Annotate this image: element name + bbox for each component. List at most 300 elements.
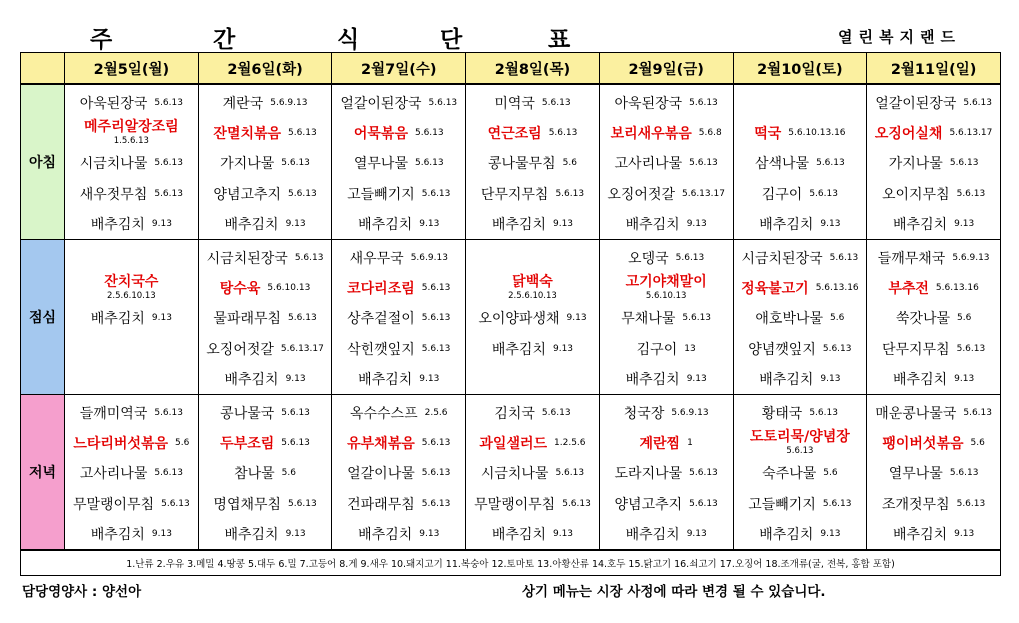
dish-name: 코다리조림 [347, 281, 415, 298]
dish-name: 열무나물 [353, 156, 408, 173]
main-dish [466, 118, 599, 148]
dish-name: 콩나물국 [220, 405, 275, 422]
allergen-codes: 9.13 [419, 218, 440, 229]
allergen-codes: 5.6.13 [154, 188, 183, 199]
dish-item [332, 303, 465, 333]
menu-cell [733, 84, 867, 239]
dish-item [65, 519, 198, 549]
dish-item [600, 488, 733, 518]
dish-name: 새우젓무침 [79, 186, 148, 203]
dish-name: 고기야채말이 [625, 274, 707, 291]
title-char: 표 [548, 27, 571, 53]
main-dish [867, 118, 1000, 148]
dish-item [199, 88, 332, 118]
allergen-codes: 5.6.13 [689, 158, 718, 169]
dish-name: 김치국 [494, 405, 535, 422]
allergen-codes: 5.6.10.13 [645, 291, 687, 302]
dish-name: 배추김치 [491, 526, 546, 543]
dish-name: 양념고추지 [614, 496, 683, 513]
allergen-codes: 5.6.13 [816, 158, 845, 169]
allergen-codes: 5.6.9.13 [410, 253, 448, 264]
day-header: 2월9일(금) [599, 53, 733, 85]
dish-name: 배추김치 [759, 371, 814, 388]
dish-item [466, 303, 599, 333]
dish-item [600, 334, 733, 364]
dish-item [734, 88, 867, 118]
dish-item [600, 88, 733, 118]
allergen-codes: 9.13 [285, 373, 306, 384]
dish-item [867, 488, 1000, 518]
allergen-codes: 9.13 [151, 528, 172, 539]
main-dish [734, 118, 867, 148]
main-dish [199, 118, 332, 148]
allergen-codes: 9.13 [419, 373, 440, 384]
dish-item [466, 88, 599, 118]
allergen-codes: 5.6.13 [809, 407, 838, 418]
allergen-codes: 5.6.9.13 [952, 253, 990, 264]
allergen-codes: 5.6.13 [562, 498, 591, 509]
dish-name: 부추전 [888, 281, 929, 298]
dish-item [332, 398, 465, 428]
dish-item [466, 458, 599, 488]
dish-name: 아욱된장국 [79, 96, 148, 113]
dish-item [734, 148, 867, 178]
menu-cell [198, 84, 332, 239]
dish-item [332, 209, 465, 239]
weekly-menu-table [20, 52, 1001, 576]
dish-name: 고사리나물 [79, 466, 148, 483]
dish-item [199, 398, 332, 428]
allergen-codes: 5.6.13 [949, 468, 979, 479]
dish-item [65, 209, 198, 239]
main-dish [332, 118, 465, 148]
allergen-codes: 5.6.13 [414, 128, 444, 139]
dish-name: 오징어실채 [874, 126, 943, 143]
dish-name: 정육불고기 [741, 281, 809, 298]
dish-name: 배추김치 [90, 311, 145, 328]
dish-item [65, 243, 198, 273]
meal-row-dinner [21, 394, 1001, 549]
dish-name: 황태국 [761, 405, 803, 422]
dish-name: 시금치된장국 [206, 251, 288, 268]
menu-cell [198, 394, 332, 549]
allergen-codes: 5.6.13 [288, 313, 317, 324]
day-header: 2월7일(수) [332, 53, 466, 85]
dish-name: 두부조림 [220, 436, 275, 453]
dish-item [466, 364, 599, 394]
dish-name: 도라지나물 [614, 466, 683, 483]
allergen-codes: 5.6.13 [786, 446, 814, 457]
dish-name: 김구이 [636, 341, 678, 358]
dish-name: 물파래무침 [213, 311, 282, 328]
dish-name: 양념고추지 [213, 186, 282, 203]
main-dish [466, 273, 599, 303]
dish-name: 새우무국 [349, 251, 404, 268]
main-dish [65, 118, 198, 148]
dish-item [199, 334, 332, 364]
dish-item [65, 303, 198, 333]
allergen-codes: 5.6.13 [682, 313, 712, 324]
allergen-codes: 9.13 [419, 528, 440, 539]
dish-name: 김구이 [761, 186, 803, 203]
main-dish [65, 273, 198, 303]
allergen-codes: 5.6.13 [809, 188, 838, 199]
allergen-codes: 9.13 [285, 528, 306, 539]
dish-item [734, 243, 867, 273]
allergen-codes: 5.6.13 [689, 98, 718, 109]
main-dish [600, 428, 733, 458]
dish-item [867, 303, 1000, 333]
menu-cell [733, 239, 867, 394]
dish-name: 배추김치 [893, 216, 948, 233]
day-header: 2월11일(일) [867, 53, 1001, 85]
meal-row-lunch [21, 239, 1001, 394]
dish-item [734, 303, 867, 333]
allergen-codes: 5.6.13 [154, 407, 183, 418]
dish-item [466, 334, 599, 364]
allergen-codes: 5.6.8 [698, 128, 722, 139]
dish-name: 조개젓무침 [881, 496, 950, 513]
dish-item [734, 364, 867, 394]
dish-name: 도토리묵/양념장 [749, 429, 850, 446]
menu-cell [867, 394, 1001, 549]
dish-item [199, 303, 332, 333]
dish-item [600, 209, 733, 239]
dish-name: 들깨무채국 [877, 251, 946, 268]
dish-name: 콩나물무침 [487, 156, 556, 173]
allergen-codes: 9.13 [686, 218, 707, 229]
dish-item [867, 243, 1000, 273]
allergen-codes: 5.6.13 [822, 498, 852, 509]
dish-name: 고들빼기지 [748, 496, 816, 513]
main-dish [332, 273, 465, 303]
allergen-codes: 1 [687, 438, 693, 449]
dish-item [867, 519, 1000, 549]
dish-item [199, 179, 332, 209]
dish-item [600, 179, 733, 209]
allergen-codes: 9.13 [954, 528, 975, 539]
allergen-codes: 9.13 [285, 218, 306, 229]
dish-name: 보리새우볶음 [610, 126, 692, 143]
dish-name: 고들빼기지 [347, 186, 415, 203]
dish-item [734, 179, 867, 209]
dish-item [199, 519, 332, 549]
dish-name: 오징어젓갈 [607, 186, 675, 203]
allergen-codes: 5.6.9.13 [671, 407, 709, 418]
main-dish [199, 273, 332, 303]
allergen-codes: 5.6 [957, 313, 972, 324]
dish-item [600, 243, 733, 273]
dish-name: 청국장 [623, 405, 665, 422]
dish-item [867, 398, 1000, 428]
title-char: 식 [337, 27, 360, 53]
allergen-codes: 5.6.13 [288, 498, 317, 509]
allergen-codes: 5.6.13.16 [815, 283, 859, 294]
allergen-codes: 5.6.13 [288, 128, 317, 139]
title-char: 단 [440, 27, 463, 53]
allergen-codes: 2.5.6 [424, 407, 448, 418]
dish-name: 배추김치 [893, 371, 948, 388]
menu-cell [65, 239, 199, 394]
dish-item [466, 519, 599, 549]
dish-name: 배추김치 [625, 526, 680, 543]
dish-item [466, 209, 599, 239]
menu-body [21, 84, 1001, 550]
dish-item [332, 334, 465, 364]
dish-item [600, 458, 733, 488]
menu-cell [867, 84, 1001, 239]
allergen-codes: 5.6.13.16 [935, 283, 979, 294]
allergen-codes: 9.13 [954, 218, 975, 229]
allergen-codes: 5.6.13 [555, 188, 585, 199]
dish-name: 오이지무침 [881, 186, 950, 203]
dish-item [199, 209, 332, 239]
menu-cell [332, 239, 466, 394]
dish-name: 오징어젓갈 [206, 341, 274, 358]
dish-name: 시금치된장국 [741, 251, 823, 268]
allergen-codes: 5.6.13 [956, 498, 986, 509]
allergen-codes: 5.6.13 [675, 253, 705, 264]
main-dish [867, 273, 1000, 303]
dish-item [65, 179, 198, 209]
dish-item [332, 519, 465, 549]
allergen-codes: 2.5.6.10.13 [508, 291, 557, 302]
dish-item [332, 179, 465, 209]
dish-name: 시금치나물 [480, 466, 549, 483]
allergen-codes: 5.6.13 [956, 188, 986, 199]
allergen-codes: 5.6.13 [548, 128, 578, 139]
dish-name: 명엽채무침 [213, 496, 282, 513]
allergen-codes: 9.13 [552, 218, 574, 229]
allergen-codes: 5.6.13 [154, 158, 183, 169]
dish-name: 배추김치 [358, 526, 413, 543]
dish-name: 계란국 [222, 96, 264, 113]
dish-name: 배추김치 [625, 216, 680, 233]
menu-cell [65, 394, 199, 549]
organization-name: 열린복지랜드 [838, 28, 961, 46]
allergen-codes: 5.6.13 [414, 158, 444, 169]
allergen-codes: 9.13 [954, 373, 975, 384]
dish-item [332, 458, 465, 488]
dish-name: 팽이버섯볶음 [882, 436, 964, 453]
dish-name: 들깨미역국 [79, 405, 148, 422]
dish-name: 단무지무침 [881, 341, 950, 358]
day-header: 2월6일(화) [198, 53, 332, 85]
dish-name: 과일샐러드 [479, 436, 548, 453]
allergen-codes: 5.6.13.17 [682, 188, 725, 199]
allergen-codes: 5.6.13 [541, 98, 571, 109]
allergen-codes: 9.13 [552, 343, 574, 354]
dish-name: 무말랭이무침 [72, 496, 155, 513]
menu-cell [466, 84, 600, 239]
dish-name: 메주리알장조림 [84, 119, 179, 136]
main-dish [734, 273, 867, 303]
dish-name: 쑥갓나물 [895, 311, 950, 328]
dish-item [466, 148, 599, 178]
main-dish [466, 428, 599, 458]
dish-item [867, 334, 1000, 364]
allergen-codes: 5.6.13 [421, 343, 451, 354]
dish-item [65, 148, 198, 178]
dish-name: 참나물 [234, 466, 275, 483]
main-dish [332, 428, 465, 458]
meal-label: 점심 [21, 239, 65, 394]
allergen-codes: 5.6.10.13 [267, 283, 311, 294]
dish-item [600, 519, 733, 549]
dish-name: 시금치나물 [79, 156, 148, 173]
title-char: 간 [213, 27, 236, 53]
dish-name: 삼색나물 [754, 156, 810, 173]
dish-item [199, 243, 332, 273]
allergen-codes: 5.6 [281, 468, 296, 479]
main-dish [199, 428, 332, 458]
dish-item [332, 148, 465, 178]
allergen-codes: 5.6.13 [956, 343, 986, 354]
dish-name: 느타리버섯볶음 [73, 436, 169, 453]
allergen-codes: 9.13 [820, 218, 841, 229]
allergen-codes: 5.6.13 [288, 188, 317, 199]
menu-cell [466, 394, 600, 549]
dish-name: 얼갈이나물 [347, 466, 415, 483]
main-dish [65, 428, 198, 458]
dish-item [867, 364, 1000, 394]
dish-name: 잔치국수 [104, 274, 159, 291]
dish-item [734, 209, 867, 239]
dish-item [65, 364, 198, 394]
menu-cell [599, 394, 733, 549]
allergen-codes: 5.6.13 [421, 468, 451, 479]
menu-cell [332, 394, 466, 549]
dish-name: 가지나물 [220, 156, 275, 173]
menu-cell [65, 84, 199, 239]
dish-item [600, 398, 733, 428]
dish-name: 숙주나물 [762, 466, 817, 483]
dish-item [734, 398, 867, 428]
dish-name: 배추김치 [625, 371, 680, 388]
dish-name: 계란찜 [639, 436, 681, 453]
dish-name: 삭힌깻잎지 [347, 341, 415, 358]
allergen-codes: 5.6.13 [281, 438, 310, 449]
dish-name: 열무나물 [888, 466, 943, 483]
dietitian-note: 담당영양사 : 양선아 [22, 584, 142, 600]
menu-cell [466, 239, 600, 394]
page-title [20, 18, 620, 52]
allergen-codes: 9.13 [686, 373, 707, 384]
allergen-legend: 1.난류 2.우유 3.메밀 4.땅콩 5.대두 6.밀 7.고등어 8.게 9.새우 10.돼지고기 11.복숭아 12.토마토 13.아황산류 14.호두 15.닭고기 16.쇠고기 17.오징어 18.조개류(굴, 전복, 홍합 포함) [21, 550, 1001, 576]
allergen-codes: 5.6.13 [421, 283, 451, 294]
change-notice: 상기 메뉴는 시장 사정에 따라 변경 될 수 있습니다. [522, 584, 826, 600]
allergen-codes: 9.13 [151, 218, 172, 229]
allergen-codes: 5.6.13 [294, 253, 324, 264]
allergen-codes: 5.6 [562, 158, 577, 169]
dish-name: 배추김치 [224, 216, 279, 233]
allergen-codes: 1.5.6.13 [113, 136, 149, 147]
dish-item [199, 148, 332, 178]
dish-name: 배추김치 [90, 526, 145, 543]
day-header-row [21, 53, 1001, 85]
dish-name: 얼갈이된장국 [875, 96, 957, 113]
dish-name: 오뎅국 [628, 251, 669, 268]
dish-name: 배추김치 [224, 526, 279, 543]
meal-label: 저녁 [21, 394, 65, 549]
day-header: 2월5일(월) [65, 53, 199, 85]
meal-row-breakfast [21, 84, 1001, 239]
dish-item [65, 334, 198, 364]
allergen-codes: 9.13 [151, 313, 172, 324]
allergen-codes: 13 [684, 343, 696, 354]
dish-name: 닭백숙 [512, 274, 553, 291]
dish-name: 잔멸치볶음 [213, 126, 282, 143]
allergen-codes: 9.13 [686, 528, 707, 539]
dish-item [600, 148, 733, 178]
dish-name: 애호박나물 [755, 311, 824, 328]
dish-name: 배추김치 [491, 341, 546, 358]
allergen-codes: 5.6.13 [963, 407, 992, 418]
dish-name: 배추김치 [358, 216, 413, 233]
dish-item [734, 334, 867, 364]
dish-name: 가지나물 [888, 156, 943, 173]
dish-name: 배추김치 [759, 526, 814, 543]
dish-name: 배추김치 [90, 216, 145, 233]
title-char: 주 [90, 27, 113, 53]
allergen-codes: 5.6.13 [689, 498, 718, 509]
main-dish [734, 428, 867, 458]
allergen-codes: 5.6.13 [822, 343, 852, 354]
allergen-codes: 1.2.5.6 [554, 438, 586, 449]
menu-cell [599, 84, 733, 239]
dish-item [332, 243, 465, 273]
allergen-codes: 5.6 [830, 313, 845, 324]
day-header: 2월10일(토) [733, 53, 867, 85]
main-dish [600, 118, 733, 148]
dish-name: 매운콩나물국 [875, 405, 957, 422]
allergen-codes: 5.6.13.17 [949, 128, 993, 139]
dish-item [332, 88, 465, 118]
allergen-codes: 5.6 [823, 468, 838, 479]
dish-item [65, 458, 198, 488]
dish-item [734, 519, 867, 549]
dish-item [199, 488, 332, 518]
dish-name: 연근조림 [487, 126, 542, 143]
main-dish [600, 273, 733, 303]
dish-name: 탕수육 [219, 281, 261, 298]
dish-item [65, 488, 198, 518]
allergen-codes: 5.6.13 [421, 188, 451, 199]
allergen-codes: 5.6.13 [154, 468, 183, 479]
dish-name: 얼갈이된장국 [340, 96, 422, 113]
dish-name: 상추겉절이 [347, 311, 415, 328]
dish-name: 유부채볶음 [347, 436, 415, 453]
dish-item [466, 398, 599, 428]
allergen-codes: 5.6.13 [161, 498, 190, 509]
dish-item [867, 458, 1000, 488]
dish-name: 미역국 [494, 96, 535, 113]
menu-cell [332, 84, 466, 239]
allergen-codes: 5.6.13 [281, 407, 310, 418]
dish-name: 건파래무침 [347, 496, 415, 513]
allergen-codes: 5.6 [175, 438, 190, 449]
allergen-codes: 5.6.13 [154, 98, 183, 109]
dish-name: 어묵볶음 [353, 126, 408, 143]
allergen-codes: 9.13 [820, 528, 841, 539]
allergen-codes: 2.5.6.10.13 [107, 291, 156, 302]
dish-name: 옥수수스프 [349, 405, 418, 422]
main-dish [867, 428, 1000, 458]
allergen-codes: 5.6.10.13.16 [788, 128, 846, 139]
dish-item [65, 398, 198, 428]
dish-item [867, 209, 1000, 239]
dish-name: 배추김치 [224, 371, 279, 388]
